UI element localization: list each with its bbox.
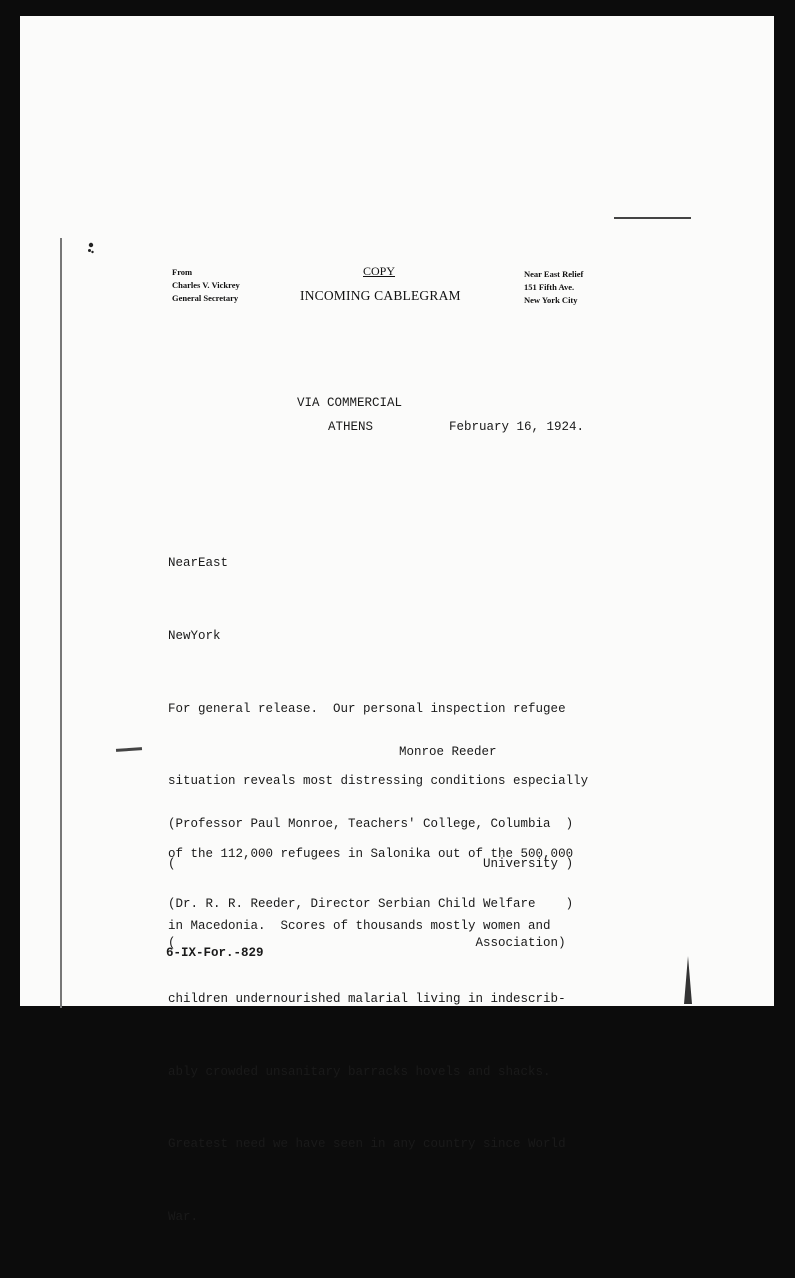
- body-line: Greatest need we have seen in any country since World: [168, 1137, 566, 1152]
- body-line: NearEast: [168, 556, 229, 571]
- org-street: 151 Fifth Ave.: [524, 282, 575, 292]
- origin-city: ATHENS: [328, 420, 374, 434]
- body-line: For general release. Our personal inspection refugee: [168, 701, 566, 716]
- via-line: VIA COMMERCIAL: [297, 396, 403, 410]
- organization-address: [524, 268, 583, 307]
- body-line: ably crowded unsanitary barracks hovels and shacks.: [168, 1064, 551, 1079]
- cablegram-title: INCOMING CABLEGRAM: [300, 288, 461, 303]
- body-line: situation reveals most distressing conditions especially: [168, 774, 589, 789]
- signature-name: Monroe Reeder: [399, 745, 497, 759]
- top-dash-mark: [614, 217, 691, 219]
- from-block: [172, 266, 240, 305]
- from-label: From: [172, 267, 193, 277]
- left-edge-line: [60, 238, 62, 1008]
- cable-date: February 16, 1924.: [449, 420, 585, 434]
- body-line: War.: [168, 1209, 199, 1224]
- from-title: General Secretary: [172, 293, 239, 303]
- side-pencil-mark: [116, 747, 142, 752]
- signer-line: ( University ): [168, 857, 574, 872]
- document-page: [20, 16, 774, 1224]
- signer-line: (Professor Paul Monroe, Teachers' College, Columbia ): [168, 817, 574, 832]
- org-name: Near East Relief: [524, 269, 584, 279]
- signer-line: ( Association): [168, 936, 566, 951]
- corner-tear-mark: [684, 956, 692, 1004]
- file-code: 6-IX-For.-829: [166, 946, 264, 960]
- from-name: Charles V. Vickrey: [172, 280, 240, 290]
- org-city: New York City: [524, 295, 578, 305]
- body-line: NewYork: [168, 629, 221, 644]
- ink-blot: [87, 242, 95, 254]
- signer-line: (Dr. R. R. Reeder, Director Serbian Child Welfare ): [168, 896, 574, 911]
- body-line: children undernourished malarial living in indescrib-: [168, 992, 566, 1007]
- body-line: in Macedonia. Scores of thousands mostly women and: [168, 919, 551, 934]
- body-line: of the 112,000 refugees in Salonika out of the 500,000: [168, 846, 574, 861]
- copy-label: COPY: [363, 264, 396, 278]
